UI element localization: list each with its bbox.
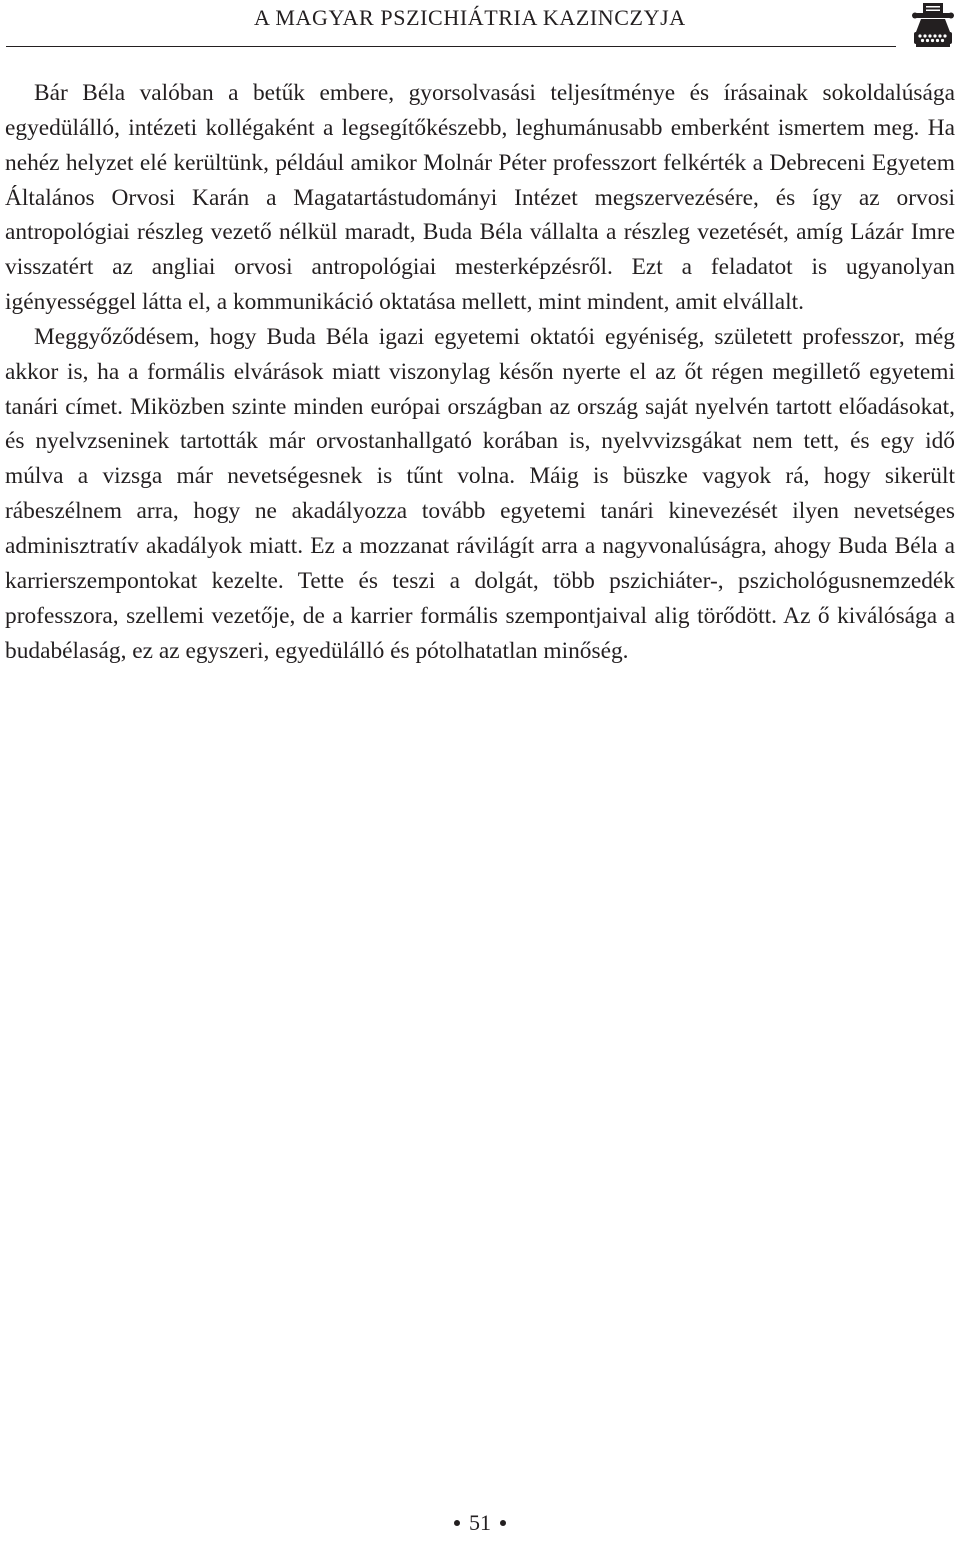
- page-number: 51: [469, 1510, 491, 1535]
- bullet-icon: [454, 1520, 460, 1526]
- paragraph: Bár Béla valóban a betűk embere, gyorsolvasási teljesítménye és írásainak sokoldalúsága egyedülálló, intézeti kollégaként a legsegítőkészebb, leghumánusabb emberként ismertem meg. Ha nehéz helyzet elé kerültünk, például amikor Molnár Péter professzort felkérték a Debreceni Egyetem Általános Orvosi Karán a Magatartástudományi Intézet megszervezésére, és így az orvosi antropológiai részleg vezető nélkül maradt, Buda Béla vállalta a részleg vezetését, amíg Lázár Imre visszatért az angliai orvosi antropológiai mesterképzésről. Ezt a feladatot is ugyanolyan igényességgel látta el, a kommunikáció oktatása mellett, mint mindent, amit elvállalt.: [5, 80, 955, 316]
- bullet-icon: [500, 1520, 506, 1526]
- page-footer: [0, 1510, 960, 1536]
- paragraph: Meggyőződésem, hogy Buda Béla igazi egyetemi oktatói egyéniség, született professzor, még akkor is, ha a formális elvárások miatt viszonylag későn nyerte el az őt régen megillető egyetemi tanári címet. Miközben szinte minden európai országban az ország saját nyelvén tartott előadásokat, és nyelvzseninek tartották már orvostanhallgató korában is, nyelvvizsgákat nem tett, és egy idő múlva a vizsga már nevetségesnek is tűnt volna. Máig is büszke vagyok rá, hogy sikerült rábeszélnem arra, hogy ne akadályozza tovább egyetemi tanári kinevezését ilyen nevetséges adminisztratív akadályok miatt. Ez a mozzanat rávilágít arra a nagyvonalúságra, ahogy Buda Béla a karrierszempontokat kezelte. Tette és teszi a dolgát, több pszichiáter-, pszichológusnemzedék professzora, szellemi vezetője, de a karrier formális szempontjaival alig törődött. Az ő kiválósága a budabélaság, ez az egyszeri, egyedülálló és pótolhatatlan minőség.: [5, 323, 955, 664]
- page-header: [0, 0, 960, 56]
- body-text: [5, 76, 955, 668]
- running-title: A MAGYAR PSZICHIÁTRIA KAZINCZYJA: [254, 5, 686, 30]
- header-rule: [6, 46, 896, 47]
- typewriter-icon: [912, 2, 954, 48]
